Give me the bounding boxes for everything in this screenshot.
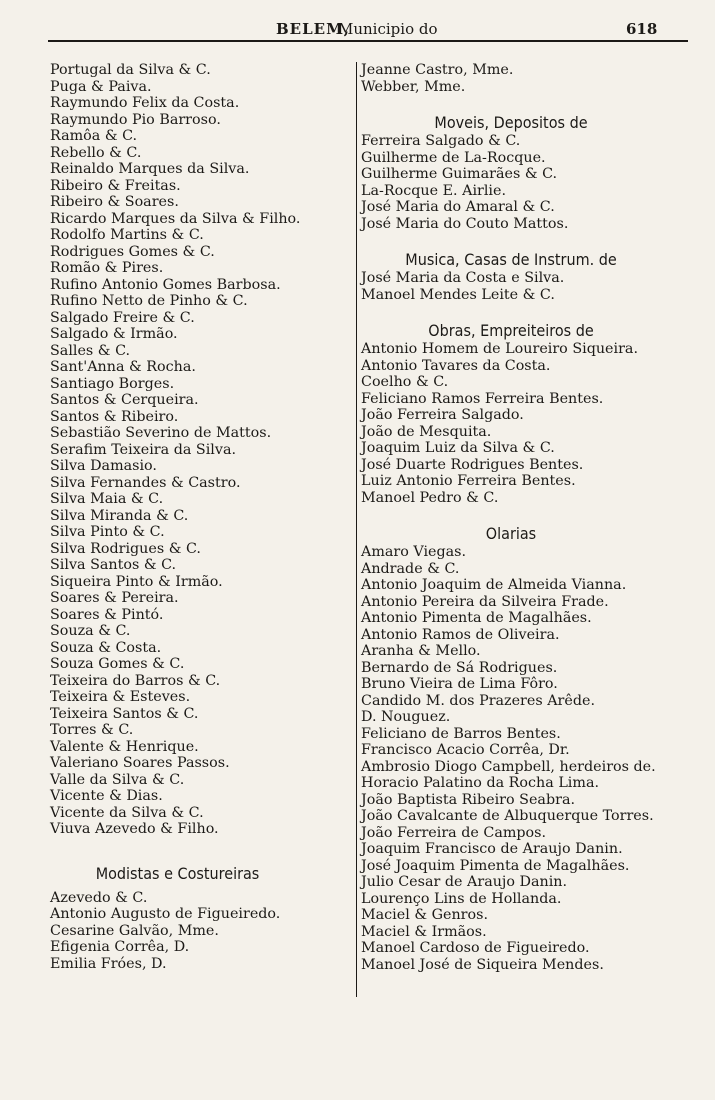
directory-entry: Soares & Pereira. bbox=[50, 590, 179, 606]
directory-entry: Rufino Netto de Pinho & C. bbox=[50, 293, 248, 309]
directory-entry: Silva Damasio. bbox=[50, 458, 157, 474]
directory-entry: La-Rocque E. Airlie. bbox=[361, 182, 507, 199]
directory-entry: Santos & Ribeiro. bbox=[50, 408, 179, 425]
directory-entry: Soares & Pintó. bbox=[50, 606, 164, 623]
directory-entry: Silva Santos & C. bbox=[50, 557, 177, 573]
directory-entry: Maciel & Irmãos. bbox=[361, 923, 487, 940]
directory-entry: Silva Miranda & C. bbox=[50, 507, 189, 524]
section-title-modistas: Modistas e Costureiras bbox=[95, 863, 260, 883]
section-title-moveis: Moveis, Depositos de bbox=[434, 113, 588, 132]
directory-entry: Andrade & C. bbox=[361, 560, 460, 577]
directory-entry: Romão & Pires. bbox=[50, 260, 164, 276]
directory-entry: Teixeira do Barros & C. bbox=[50, 672, 221, 689]
directory-entry: Souza & C. bbox=[50, 623, 131, 639]
section-title-olarias: Olarias bbox=[485, 524, 537, 543]
modistas-entries bbox=[50, 890, 305, 973]
directory-entry: João Ferreira de Campos. bbox=[361, 824, 547, 841]
directory-entry: José Joaquim Pimenta de Magalhães. bbox=[361, 857, 630, 874]
directory-entry: Siqueira Pinto & Irmão. bbox=[50, 573, 223, 590]
directory-entry: Manoel José de Siqueira Mendes. bbox=[361, 956, 604, 973]
left-entries bbox=[50, 62, 305, 838]
directory-entry: Serafim Teixeira da Silva. bbox=[50, 441, 237, 458]
directory-entry: Ribeiro & Soares. bbox=[50, 194, 179, 210]
directory-entry: José Maria da Costa e Silva. bbox=[361, 270, 565, 286]
directory-entry: Silva Rodrigues & C. bbox=[50, 540, 201, 557]
directory-entry: Francisco Acacio Corrêa, Dr. bbox=[361, 742, 570, 758]
directory-entry: Rodolfo Martins & C. bbox=[50, 227, 204, 243]
directory-entry: Joaquim Francisco de Araujo Danin. bbox=[361, 841, 623, 857]
directory-entry: Silva Pinto & C. bbox=[50, 524, 165, 540]
directory-entry: Antonio Homem de Loureiro Siqueira. bbox=[361, 341, 638, 357]
directory-entry: Amaro Viegas. bbox=[361, 544, 467, 560]
directory-entry: Rebello & C. bbox=[50, 144, 142, 161]
directory-entry: Manoel Pedro & C. bbox=[361, 489, 499, 506]
directory-entry: Rufino Antonio Gomes Barbosa. bbox=[50, 276, 281, 293]
directory-entry: D. Nouguez. bbox=[361, 709, 451, 725]
directory-entry: Souza Gomes & C. bbox=[50, 656, 185, 672]
directory-entry: Bernardo de Sá Rodrigues. bbox=[361, 659, 558, 676]
page-header bbox=[48, 18, 688, 42]
directory-entry: Joaquim Luiz da Silva & C. bbox=[361, 440, 555, 456]
directory-entry: Silva Maia & C. bbox=[50, 491, 164, 507]
directory-entry: Santos & Cerqueira. bbox=[50, 392, 199, 408]
directory-entry: Candido M. dos Prazeres Arêde. bbox=[361, 692, 595, 709]
directory-entry: Azevedo & C. bbox=[50, 889, 148, 906]
directory-entry: Luiz Antonio Ferreira Bentes. bbox=[361, 473, 576, 489]
directory-entry: Puga & Paiva. bbox=[50, 78, 152, 95]
directory-entry: Webber, Mme. bbox=[361, 78, 466, 95]
directory-entry: Antonio Ramos de Oliveira. bbox=[361, 626, 560, 643]
header-city: BELEM, bbox=[276, 20, 350, 38]
directory-entry: João Cavalcante de Albuquerque Torres. bbox=[361, 808, 654, 824]
musica-entries bbox=[361, 270, 661, 303]
left-column bbox=[50, 62, 305, 972]
section-title-musica: Musica, Casas de Instrum. de bbox=[405, 250, 617, 269]
directory-entry: Salgado Freire & C. bbox=[50, 309, 195, 326]
directory-entry: Emilia Fróes, D. bbox=[50, 955, 167, 972]
header-rule bbox=[48, 40, 688, 42]
directory-entry: Lourenço Lins de Hollanda. bbox=[361, 890, 562, 907]
right-top-entries bbox=[361, 62, 661, 95]
directory-entry: José Maria do Amaral & C. bbox=[361, 199, 555, 215]
directory-entry: Manoel Mendes Leite & C. bbox=[361, 286, 555, 303]
directory-entry: Valle da Silva & C. bbox=[50, 771, 185, 788]
directory-entry: Salgado & Irmão. bbox=[50, 326, 178, 342]
directory-entry: Viuva Azevedo & Filho. bbox=[50, 821, 219, 837]
directory-entry: Raymundo Felix da Costa. bbox=[50, 95, 240, 111]
directory-entry: Guilherme de La-Rocque. bbox=[361, 149, 546, 166]
directory-entry: Feliciano de Barros Bentes. bbox=[361, 725, 561, 742]
directory-entry: Teixeira Santos & C. bbox=[50, 705, 199, 722]
directory-entry: Bruno Vieira de Lima Fôro. bbox=[361, 676, 558, 692]
column-divider bbox=[356, 62, 357, 997]
directory-entry: Ferreira Salgado & C. bbox=[361, 133, 521, 149]
directory-entry: Antonio Augusto de Figueiredo. bbox=[50, 906, 281, 922]
directory-entry: João Ferreira Salgado. bbox=[361, 407, 524, 423]
directory-entry: Teixeira & Esteves. bbox=[50, 689, 191, 705]
directory-entry: Souza & Costa. bbox=[50, 639, 162, 656]
right-column bbox=[361, 62, 661, 973]
directory-entry: Maciel & Genros. bbox=[361, 907, 489, 923]
directory-entry: Santiago Borges. bbox=[50, 375, 175, 392]
directory-entry: João de Mesquita. bbox=[361, 423, 492, 440]
directory-entry: Ribeiro & Freitas. bbox=[50, 177, 181, 194]
directory-entry: Ramôa & C. bbox=[50, 128, 138, 144]
directory-entry: Antonio Pimenta de Magalhães. bbox=[361, 610, 592, 626]
directory-entry: Raymundo Pio Barroso. bbox=[50, 111, 221, 128]
directory-entry: José Duarte Rodrigues Bentes. bbox=[361, 456, 584, 473]
directory-entry: Torres & C. bbox=[50, 722, 134, 738]
directory-entry: Manoel Cardoso de Figueiredo. bbox=[361, 940, 590, 956]
section-title-obras: Obras, Empreiteiros de bbox=[428, 321, 594, 340]
directory-entry: Horacio Palatino da Rocha Lima. bbox=[361, 775, 600, 791]
obras-entries bbox=[361, 341, 661, 506]
directory-entry: Efigenia Corrêa, D. bbox=[50, 939, 190, 955]
directory-entry: Reinaldo Marques da Silva. bbox=[50, 161, 250, 177]
directory-entry: José Maria do Couto Mattos. bbox=[361, 215, 569, 232]
directory-entry: Valeriano Soares Passos. bbox=[50, 755, 230, 771]
directory-entry: Coelho & C. bbox=[361, 374, 449, 390]
page-number: 618 bbox=[626, 20, 658, 38]
directory-entry: Salles & C. bbox=[50, 342, 131, 359]
directory-entry: Antonio Joaquim de Almeida Vianna. bbox=[361, 577, 627, 593]
header-municipality: Municipio do bbox=[338, 20, 438, 38]
directory-entry: Antonio Tavares da Costa. bbox=[361, 357, 551, 374]
directory-entry: Sebastião Severino de Mattos. bbox=[50, 425, 272, 441]
directory-entry: Cesarine Galvão, Mme. bbox=[50, 922, 219, 939]
directory-entry: Guilherme Guimarães & C. bbox=[361, 166, 558, 182]
moveis-entries bbox=[361, 133, 661, 232]
directory-entry: Ricardo Marques da Silva & Filho. bbox=[50, 210, 301, 227]
olarias-entries bbox=[361, 544, 661, 973]
directory-entry: João Baptista Ribeiro Seabra. bbox=[361, 791, 576, 808]
directory-entry: Antonio Pereira da Silveira Frade. bbox=[361, 593, 609, 610]
directory-entry: Jeanne Castro, Mme. bbox=[361, 62, 514, 78]
directory-entry: Feliciano Ramos Ferreira Bentes. bbox=[361, 390, 604, 407]
directory-entry: Portugal da Silva & C. bbox=[50, 62, 211, 78]
directory-entry: Vicente da Silva & C. bbox=[50, 804, 204, 821]
directory-entry: Sant'Anna & Rocha. bbox=[50, 359, 196, 375]
directory-entry: Valente & Henrique. bbox=[50, 738, 199, 755]
directory-entry: Vicente & Dias. bbox=[50, 788, 163, 804]
directory-entry: Rodrigues Gomes & C. bbox=[50, 243, 215, 260]
directory-entry: Ambrosio Diogo Campbell, herdeiros de. bbox=[361, 758, 656, 775]
directory-entry: Silva Fernandes & Castro. bbox=[50, 474, 241, 491]
directory-entry: Julio Cesar de Araujo Danin. bbox=[361, 874, 568, 890]
directory-entry: Aranha & Mello. bbox=[361, 643, 481, 659]
